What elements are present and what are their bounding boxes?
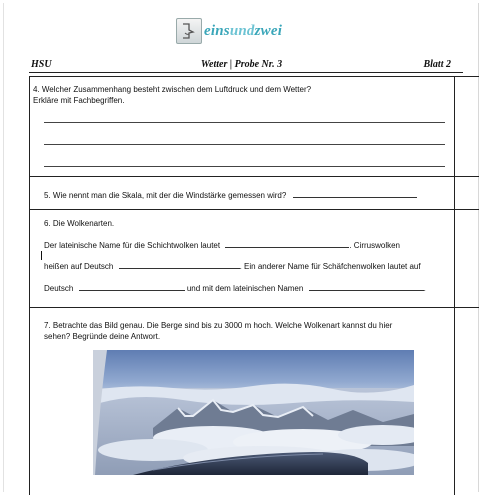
- question-6-sentence-1: Der lateinische Name für die Schichtwolken lautet . Cirruswolken: [44, 238, 400, 263]
- answer-line[interactable]: [44, 122, 445, 123]
- answer-line[interactable]: [44, 166, 445, 167]
- answer-line[interactable]: [44, 144, 445, 145]
- row-divider: [29, 307, 479, 308]
- row-divider: [29, 176, 479, 177]
- question-4: 4. Welcher Zusammenhang besteht zwischen dem Luftdruck und dem Wetter? Erkläre mit Fachbegriffen.: [33, 85, 312, 105]
- worksheet-header: [29, 59, 454, 73]
- sheet-number: Blatt 2: [423, 59, 451, 70]
- subject-label: HSU: [31, 59, 52, 70]
- text-cursor: [41, 251, 42, 260]
- answer-blank[interactable]: [79, 281, 185, 291]
- question-6-title: 6. Die Wolkenarten.: [44, 219, 115, 228]
- points-column-border: [454, 76, 455, 495]
- header-rule: [29, 72, 463, 73]
- logo-face-icon: [176, 18, 202, 44]
- question-7: 7. Betrachte das Bild genau. Die Berge sind bis zu 3000 m hoch. Welche Wolkenart kannst du hier sehen? Begründe deine Antwort.: [44, 321, 393, 341]
- airplane-cloud-photo: [93, 350, 414, 475]
- question-6-sentence-3: Deutsch und mit dem lateinischen Namen .: [44, 281, 426, 294]
- question-5: 5. Wie nennt man die Skala, mit der die Windstärke gemessen wird?: [44, 188, 417, 201]
- answer-blank[interactable]: [119, 259, 240, 269]
- logo-text: einsundzwei: [204, 22, 283, 39]
- table-left-border: [29, 76, 30, 495]
- answer-blank[interactable]: [225, 238, 349, 248]
- answer-blank[interactable]: [309, 281, 424, 291]
- worksheet-title: Wetter | Probe Nr. 3: [200, 59, 283, 70]
- table-top-rule: [29, 76, 479, 77]
- answer-blank[interactable]: [293, 188, 417, 198]
- logo: [176, 18, 282, 44]
- row-divider: [29, 209, 479, 210]
- question-6-sentence-2: heißen auf Deutsch . Ein anderer Name für Schäfchenwolken lautet auf: [44, 259, 421, 272]
